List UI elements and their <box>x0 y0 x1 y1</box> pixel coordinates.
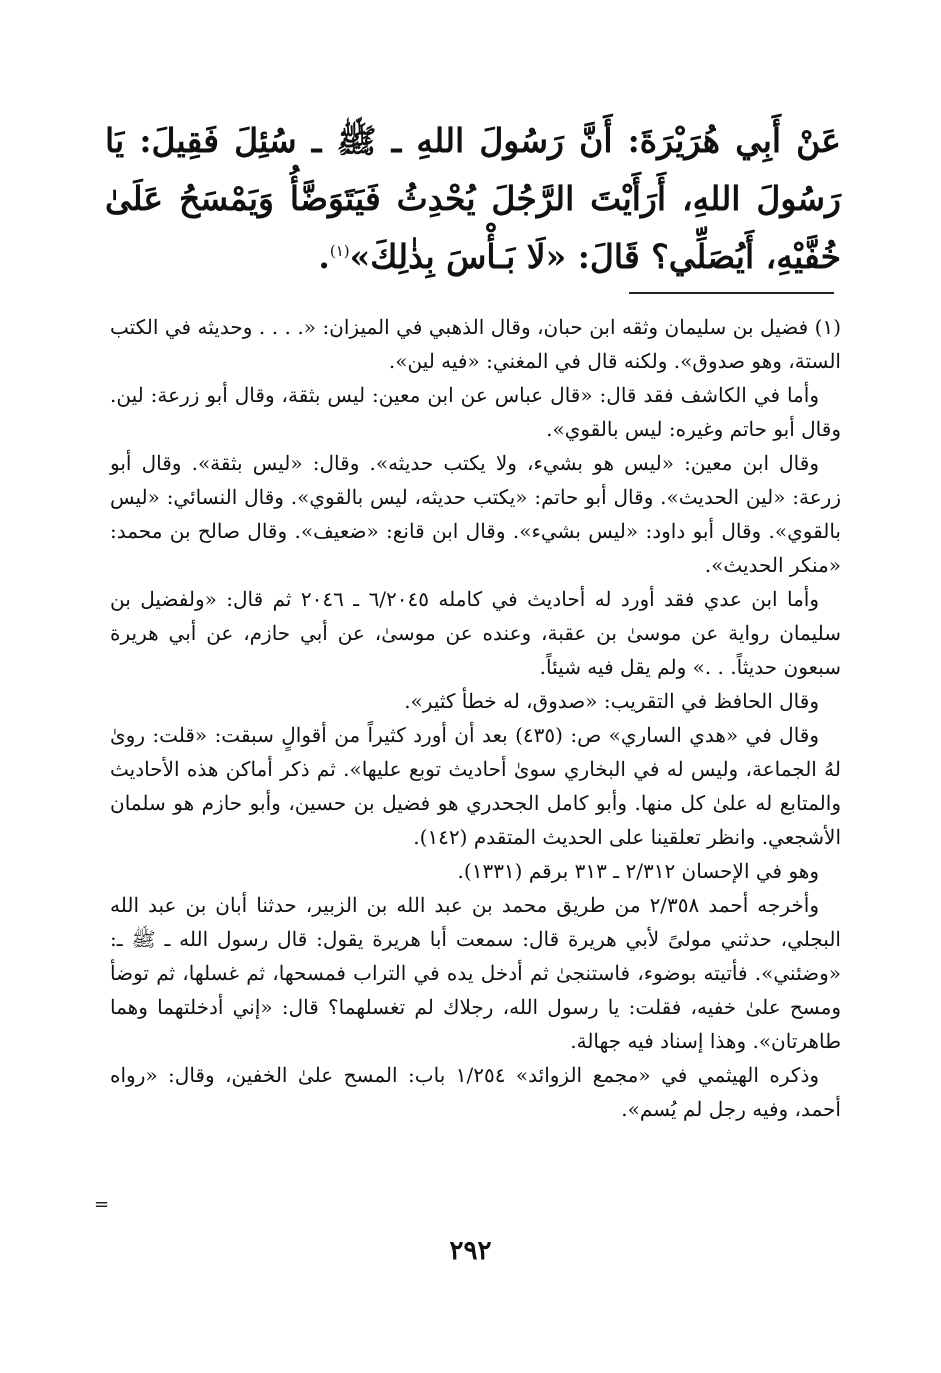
hadith-end: . <box>318 237 330 276</box>
footnote-paragraph: وقال الحافظ في التقريب: «صدوق، له خطأ كثير». <box>404 689 819 713</box>
footnotes <box>110 310 841 1126</box>
page-number: ٢٩٢ <box>449 1236 492 1266</box>
footnote-paragraph: وهو في الإحسان ٢/٣١٢ ـ ٣١٣ برقم (١٣٣١). <box>457 859 819 883</box>
hadith-body: عَنْ أَبِي هُرَيْرَةَ: أَنَّ رَسُولَ اللهِ ـ ﷺ ـ سُئِلَ فَقِيلَ: يَا رَسُولَ اللهِ، أَرَأَيْتَ الرَّجُلَ يُحْدِثُ فَيَتَوَضَّأُ وَيَمْسَحُ عَلَىٰ خُفَّيْهِ، أَيُصَلِّي؟ قَالَ: «لَا بَـأْسَ بِذٰلِكَ» <box>105 121 841 276</box>
footnote-paragraph: وأخرجه أحمد ٢/٣٥٨ من طريق محمد بن عبد الله بن الزبير، حدثنا أبان بن عبد الله البجلي، حدثني مولىً لأبي هريرة قال: سمعت أبا هريرة يقول: قال رسول الله ـ ﷺ ـ: «وضئني». فأتيته بوضوء، فاستنجىٰ ثم أدخل يده في التراب فمسحها، ثم غسلها، ثم توضأ ومسح علىٰ خفيه، فقلت: يا رسول الله، رجلاك لم تغسلهما؟ قال: «إني أدخلتهما وهما طاهرتان». وهذا إسناد فيه جهالة. <box>110 893 841 1053</box>
footnote-paragraph: وأما ابن عدي فقد أورد له أحاديث في كامله ٦/٢٠٤٥ ـ ٢٠٤٦ ثم قال: «ولفضيل بن سليمان رواية عن موسىٰ بن عقبة، وعنده عن موسىٰ، عن أبي حازم، عن أبي هريرة سبعون حديثاً. . .» ولم يقل فيه شيئاً. <box>110 587 841 679</box>
continuation-mark: = <box>94 1194 110 1215</box>
footnote-paragraph: وقال في «هدي الساري» ص: (٤٣٥) بعد أن أورد كثيراً من أقوالٍ سبقت: «قلت: روىٰ لهُ الجماعة، وليس له في البخاري سوىٰ أحاديث توبع عليها». ثم ذكر أماكن هذه الأحاديث والمتابع له علىٰ كل منها. وأبو كامل الجحدري هو فضيل بن حسين، وأبو حازم هو سلمان الأشجعي. وانظر تعلقينا على الحديث المتقدم (١٤٢). <box>110 723 841 849</box>
hadith-text <box>105 112 841 286</box>
footnote-paragraph: (١) فضيل بن سليمان وثقه ابن حبان، وقال الذهبي في الميزان: «. . . . وحديثه في الكتب الستة، وهو صدوق». ولكنه قال في المغني: «فيه لين». <box>110 315 841 373</box>
footnote-paragraph: وقال ابن معين: «ليس هو بشيء، ولا يكتب حديثه». وقال: «ليس بثقة». وقال أبو زرعة: «لين الحديث». وقال أبو حاتم: «يكتب حديثه، ليس بالقوي». وقال النسائي: «ليس بالقوي». وقال أبو داود: «ليس بشيء». وقال ابن قانع: «ضعيف». وقال صالح بن محمد: «منكر الحديث». <box>110 451 841 577</box>
footnote-reference: (١) <box>329 242 350 260</box>
footnote-paragraph: وذكره الهيثمي في «مجمع الزوائد» ١/٢٥٤ باب: المسح علىٰ الخفين، وقال: «رواه أحمد، وفيه رجل لم يُسم». <box>110 1063 841 1121</box>
footnote-paragraph: وأما في الكاشف فقد قال: «قال عباس عن ابن معين: ليس بثقة، وقال أبو زرعة: لين. وقال أبو حاتم وغيره: ليس بالقوي». <box>110 383 841 441</box>
footnote-separator <box>629 292 834 294</box>
